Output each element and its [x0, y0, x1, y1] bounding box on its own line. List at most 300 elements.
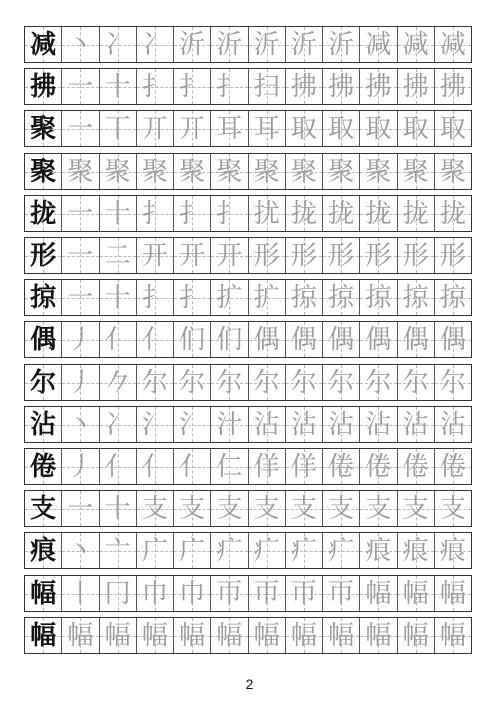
trace-character-cell — [248, 196, 285, 231]
trace-character: 拂 — [439, 71, 466, 102]
trace-character-cell — [136, 533, 173, 568]
trace-character-cell — [322, 280, 359, 315]
trace-character: 氵 — [179, 409, 206, 440]
model-character-cell — [25, 280, 61, 315]
trace-character: 支 — [328, 493, 355, 524]
trace-character-cell — [397, 196, 434, 231]
trace-character: 扰 — [253, 198, 280, 229]
trace-character-cell — [210, 491, 247, 526]
trace-character-cell — [322, 196, 359, 231]
trace-character: 沾 — [439, 409, 466, 440]
trace-character: 幅 — [328, 620, 355, 651]
trace-character: 幅 — [365, 578, 392, 609]
trace-character-cell — [173, 491, 210, 526]
trace-character: 偶 — [365, 324, 392, 355]
trace-character-cell — [173, 365, 210, 400]
model-character-cell — [25, 111, 61, 146]
trace-character-cell — [173, 449, 210, 484]
trace-character: 拢 — [290, 198, 317, 229]
trace-character: 幅 — [179, 620, 206, 651]
trace-character: 丅 — [104, 113, 131, 144]
trace-character: 支 — [141, 493, 168, 524]
trace-character: 拂 — [290, 71, 317, 102]
model-character-cell — [25, 69, 61, 104]
trace-character: 支 — [179, 493, 206, 524]
trace-character-cell — [285, 533, 322, 568]
trace-character-cell — [434, 533, 471, 568]
trace-character-cell — [322, 365, 359, 400]
trace-character-cell — [248, 491, 285, 526]
trace-character: 痕 — [439, 535, 466, 566]
trace-character: 偶 — [253, 324, 280, 355]
practice-row — [24, 237, 472, 274]
trace-character-cell — [285, 491, 322, 526]
trace-character: 亻 — [141, 324, 168, 355]
trace-character-cell — [99, 407, 136, 442]
trace-character: 广 — [179, 535, 206, 566]
trace-character-cell — [210, 365, 247, 400]
trace-character: 聚 — [141, 156, 168, 187]
trace-character: 幅 — [104, 620, 131, 651]
model-character-cell — [25, 154, 61, 189]
trace-character: 疒 — [253, 535, 280, 566]
trace-character: 疒 — [290, 535, 317, 566]
model-character-cell — [25, 407, 61, 442]
trace-character-cell — [173, 111, 210, 146]
trace-character: 沾 — [328, 409, 355, 440]
trace-character: 亻 — [104, 451, 131, 482]
model-character: 形 — [30, 240, 57, 271]
trace-character-cell — [322, 238, 359, 273]
trace-character-cell — [136, 280, 173, 315]
trace-character: 尔 — [290, 367, 317, 398]
trace-character-cell — [210, 618, 247, 653]
trace-character: 拢 — [328, 198, 355, 229]
trace-character: 耳 — [216, 113, 243, 144]
trace-character: 一 — [67, 113, 94, 144]
trace-character-cell — [434, 154, 471, 189]
trace-character-cell — [359, 322, 396, 357]
trace-character: 扩 — [216, 282, 243, 313]
trace-character-cell — [173, 69, 210, 104]
trace-character-cell — [136, 365, 173, 400]
trace-character-cell — [322, 576, 359, 611]
trace-character-cell — [248, 322, 285, 357]
model-character: 倦 — [30, 451, 57, 482]
trace-character-cell — [285, 449, 322, 484]
trace-character: 聚 — [67, 156, 94, 187]
model-character: 幅 — [30, 620, 57, 651]
trace-character-cell — [434, 365, 471, 400]
practice-row — [24, 617, 472, 654]
trace-character-cell — [359, 280, 396, 315]
trace-character-cell — [434, 576, 471, 611]
trace-character: 沂 — [253, 29, 280, 60]
trace-character-cell — [285, 69, 322, 104]
trace-character-cell — [173, 280, 210, 315]
trace-character: 开 — [179, 240, 206, 271]
trace-character: 支 — [365, 493, 392, 524]
trace-character-cell — [397, 111, 434, 146]
trace-character-cell — [136, 238, 173, 273]
page-number: 2 — [245, 676, 254, 692]
trace-character: 聚 — [253, 156, 280, 187]
trace-character-cell — [322, 407, 359, 442]
trace-character-cell — [61, 576, 98, 611]
trace-character: 帀 — [290, 578, 317, 609]
model-character: 拂 — [30, 71, 57, 102]
trace-character-cell — [322, 533, 359, 568]
trace-character: 聚 — [365, 156, 392, 187]
trace-character-cell — [397, 449, 434, 484]
trace-character-cell — [173, 407, 210, 442]
trace-character: 幅 — [365, 620, 392, 651]
trace-character: 拂 — [328, 71, 355, 102]
trace-character-cell — [136, 576, 173, 611]
trace-character-cell — [99, 365, 136, 400]
trace-character-cell — [99, 491, 136, 526]
trace-character: 幅 — [402, 620, 429, 651]
trace-character-cell — [359, 491, 396, 526]
trace-character-cell — [285, 27, 322, 62]
trace-character-cell — [434, 238, 471, 273]
trace-character: 们 — [179, 324, 206, 355]
practice-row — [24, 321, 472, 358]
trace-character: 丿 — [67, 451, 94, 482]
trace-character-cell — [136, 69, 173, 104]
model-character-cell — [25, 238, 61, 273]
trace-character-cell — [173, 533, 210, 568]
trace-character: 幅 — [216, 620, 243, 651]
trace-character: 冫 — [104, 29, 131, 60]
model-character: 减 — [30, 29, 57, 60]
trace-character-cell — [99, 238, 136, 273]
trace-character-cell — [99, 618, 136, 653]
trace-character: 幅 — [439, 578, 466, 609]
trace-character: 扌 — [141, 282, 168, 313]
trace-character-cell — [210, 27, 247, 62]
trace-character-cell — [173, 154, 210, 189]
trace-character-cell — [210, 238, 247, 273]
trace-character-cell — [136, 322, 173, 357]
trace-character-cell — [61, 69, 98, 104]
model-character-cell — [25, 533, 61, 568]
trace-character: 形 — [290, 240, 317, 271]
trace-character-cell — [210, 322, 247, 357]
model-character: 尔 — [30, 367, 57, 398]
model-character-cell — [25, 27, 61, 62]
trace-character-cell — [359, 27, 396, 62]
trace-character: 丶 — [67, 409, 94, 440]
trace-character-cell — [61, 154, 98, 189]
trace-character: 尔 — [253, 367, 280, 398]
trace-character-cell — [99, 533, 136, 568]
model-character: 幅 — [30, 578, 57, 609]
practice-row — [24, 448, 472, 485]
practice-row — [24, 26, 472, 63]
trace-character: 帀 — [253, 578, 280, 609]
trace-character: 倦 — [402, 451, 429, 482]
trace-character-cell — [61, 618, 98, 653]
trace-character: 形 — [402, 240, 429, 271]
trace-character-cell — [359, 196, 396, 231]
trace-character-cell — [136, 407, 173, 442]
trace-character: 丿 — [67, 324, 94, 355]
trace-character-cell — [99, 449, 136, 484]
trace-character-cell — [61, 407, 98, 442]
trace-character: 一 — [67, 493, 94, 524]
trace-character: 扌 — [141, 71, 168, 102]
trace-character: 减 — [439, 29, 466, 60]
trace-character-cell — [61, 365, 98, 400]
trace-character-cell — [173, 618, 210, 653]
trace-character-cell — [210, 449, 247, 484]
model-character: 聚 — [30, 156, 57, 187]
trace-character: 疒 — [328, 535, 355, 566]
trace-character-cell — [322, 154, 359, 189]
trace-character: 痕 — [365, 535, 392, 566]
trace-character: 取 — [439, 113, 466, 144]
trace-character-cell — [248, 111, 285, 146]
trace-character: 巾 — [141, 578, 168, 609]
trace-character: 偶 — [439, 324, 466, 355]
model-character-cell — [25, 491, 61, 526]
trace-character: 𠂊 — [104, 367, 131, 398]
trace-character-cell — [99, 196, 136, 231]
trace-character-cell — [322, 618, 359, 653]
trace-character: 聚 — [104, 156, 131, 187]
trace-character: 掠 — [365, 282, 392, 313]
trace-character-cell — [285, 618, 322, 653]
model-character-cell — [25, 618, 61, 653]
trace-character-cell — [322, 27, 359, 62]
trace-character-cell — [248, 533, 285, 568]
trace-character: 拂 — [365, 71, 392, 102]
trace-character-cell — [61, 111, 98, 146]
trace-character: 冂 — [104, 578, 131, 609]
model-character: 聚 — [30, 113, 57, 144]
practice-row — [24, 68, 472, 105]
trace-character-cell — [397, 69, 434, 104]
trace-character: 聚 — [402, 156, 429, 187]
trace-character: 们 — [216, 324, 243, 355]
trace-character: 亻 — [141, 451, 168, 482]
trace-character: 一 — [67, 198, 94, 229]
trace-character-cell — [397, 491, 434, 526]
trace-character-cell — [434, 69, 471, 104]
model-character-cell — [25, 322, 61, 357]
trace-character-cell — [173, 196, 210, 231]
trace-character-cell — [99, 322, 136, 357]
trace-character-cell — [322, 111, 359, 146]
trace-character: 聚 — [328, 156, 355, 187]
trace-character: 扌 — [216, 71, 243, 102]
trace-character: 亻 — [104, 324, 131, 355]
trace-character-cell — [285, 111, 322, 146]
trace-character-cell — [210, 533, 247, 568]
practice-row — [24, 153, 472, 190]
trace-character-cell — [359, 111, 396, 146]
trace-character: 痕 — [402, 535, 429, 566]
trace-character-cell — [136, 27, 173, 62]
practice-row — [24, 364, 472, 401]
trace-character: 偶 — [290, 324, 317, 355]
trace-character: 扫 — [253, 71, 280, 102]
trace-character: 疒 — [216, 535, 243, 566]
trace-character-cell — [210, 576, 247, 611]
trace-character: 幅 — [402, 578, 429, 609]
trace-character-cell — [359, 365, 396, 400]
trace-character: 亠 — [104, 535, 131, 566]
trace-character: 沂 — [290, 29, 317, 60]
trace-character-cell — [99, 576, 136, 611]
trace-character-cell — [136, 154, 173, 189]
trace-character: 聚 — [179, 156, 206, 187]
trace-character-cell — [173, 238, 210, 273]
trace-character: 幅 — [290, 620, 317, 651]
trace-character: 仁 — [216, 451, 243, 482]
trace-character-cell — [397, 280, 434, 315]
trace-character: 亻 — [179, 451, 206, 482]
trace-character-cell — [248, 280, 285, 315]
trace-character: 幅 — [141, 620, 168, 651]
model-character: 偶 — [30, 324, 57, 355]
trace-character-cell — [397, 27, 434, 62]
trace-character: 幅 — [439, 620, 466, 651]
trace-character-cell — [397, 618, 434, 653]
model-character-cell — [25, 365, 61, 400]
trace-character: 广 — [141, 535, 168, 566]
trace-character: 丶 — [67, 535, 94, 566]
trace-character: 沂 — [328, 29, 355, 60]
trace-character-cell — [434, 322, 471, 357]
trace-character: 拢 — [365, 198, 392, 229]
trace-character-cell — [61, 533, 98, 568]
trace-character: 形 — [328, 240, 355, 271]
trace-character: 佯 — [290, 451, 317, 482]
trace-character-cell — [210, 407, 247, 442]
trace-character-cell — [173, 27, 210, 62]
trace-character-cell — [359, 449, 396, 484]
trace-character: 十 — [104, 493, 131, 524]
trace-character-cell — [285, 365, 322, 400]
trace-character-cell — [434, 491, 471, 526]
trace-character: 聚 — [439, 156, 466, 187]
trace-character: 聚 — [290, 156, 317, 187]
trace-character: 尔 — [328, 367, 355, 398]
trace-character-cell — [285, 322, 322, 357]
trace-character: 冫 — [141, 29, 168, 60]
trace-character: 丿 — [67, 367, 94, 398]
trace-character-cell — [248, 69, 285, 104]
trace-character: 沾 — [253, 409, 280, 440]
trace-character-cell — [359, 576, 396, 611]
trace-character-cell — [99, 111, 136, 146]
trace-character-cell — [248, 154, 285, 189]
trace-character-cell — [210, 196, 247, 231]
trace-character-cell — [136, 618, 173, 653]
trace-character-cell — [397, 407, 434, 442]
trace-character: 偶 — [328, 324, 355, 355]
trace-character-cell — [397, 322, 434, 357]
trace-character-cell — [285, 238, 322, 273]
trace-character: 取 — [365, 113, 392, 144]
trace-character-cell — [285, 154, 322, 189]
model-character: 支 — [30, 493, 57, 524]
trace-character: 支 — [290, 493, 317, 524]
trace-character: 倦 — [328, 451, 355, 482]
trace-character: 支 — [216, 493, 243, 524]
trace-character-cell — [285, 196, 322, 231]
trace-character: 扌 — [141, 198, 168, 229]
trace-character-cell — [61, 27, 98, 62]
trace-character: 取 — [290, 113, 317, 144]
trace-character-cell — [397, 238, 434, 273]
trace-character: 掠 — [439, 282, 466, 313]
trace-character-cell — [359, 238, 396, 273]
trace-character-cell — [434, 27, 471, 62]
trace-character-cell — [99, 154, 136, 189]
trace-character: 倦 — [365, 451, 392, 482]
practice-row — [24, 490, 472, 527]
trace-character-cell — [285, 280, 322, 315]
trace-character: 支 — [253, 493, 280, 524]
practice-row — [24, 406, 472, 443]
trace-character-cell — [248, 365, 285, 400]
trace-character: 尔 — [216, 367, 243, 398]
trace-character-cell — [248, 449, 285, 484]
trace-character: 倦 — [439, 451, 466, 482]
trace-character-cell — [434, 280, 471, 315]
trace-character: 一 — [67, 71, 94, 102]
trace-character: 形 — [365, 240, 392, 271]
trace-character: 一 — [67, 240, 94, 271]
trace-character: 扌 — [179, 282, 206, 313]
trace-character: 氵 — [141, 409, 168, 440]
trace-character: 掠 — [328, 282, 355, 313]
trace-character-cell — [285, 407, 322, 442]
trace-character-cell — [61, 280, 98, 315]
trace-character: 幅 — [253, 620, 280, 651]
trace-character-cell — [285, 576, 322, 611]
trace-character: 扩 — [253, 282, 280, 313]
model-character: 掠 — [30, 282, 57, 313]
trace-character-cell — [173, 322, 210, 357]
practice-row — [24, 575, 472, 612]
trace-character-cell — [248, 27, 285, 62]
trace-character: 沾 — [402, 409, 429, 440]
trace-character-cell — [359, 618, 396, 653]
trace-character-cell — [210, 69, 247, 104]
model-character-cell — [25, 449, 61, 484]
trace-character: 扌 — [179, 198, 206, 229]
trace-character: 丌 — [141, 113, 168, 144]
trace-character-cell — [434, 618, 471, 653]
trace-character-cell — [322, 322, 359, 357]
trace-character-cell — [322, 491, 359, 526]
trace-character: 偶 — [402, 324, 429, 355]
trace-character-cell — [136, 491, 173, 526]
practice-row — [24, 279, 472, 316]
trace-character-cell — [248, 618, 285, 653]
trace-character: 取 — [328, 113, 355, 144]
trace-character-cell — [359, 69, 396, 104]
trace-character: 巾 — [179, 578, 206, 609]
trace-character: 开 — [216, 240, 243, 271]
trace-character-cell — [434, 449, 471, 484]
practice-row — [24, 110, 472, 147]
model-character-cell — [25, 576, 61, 611]
